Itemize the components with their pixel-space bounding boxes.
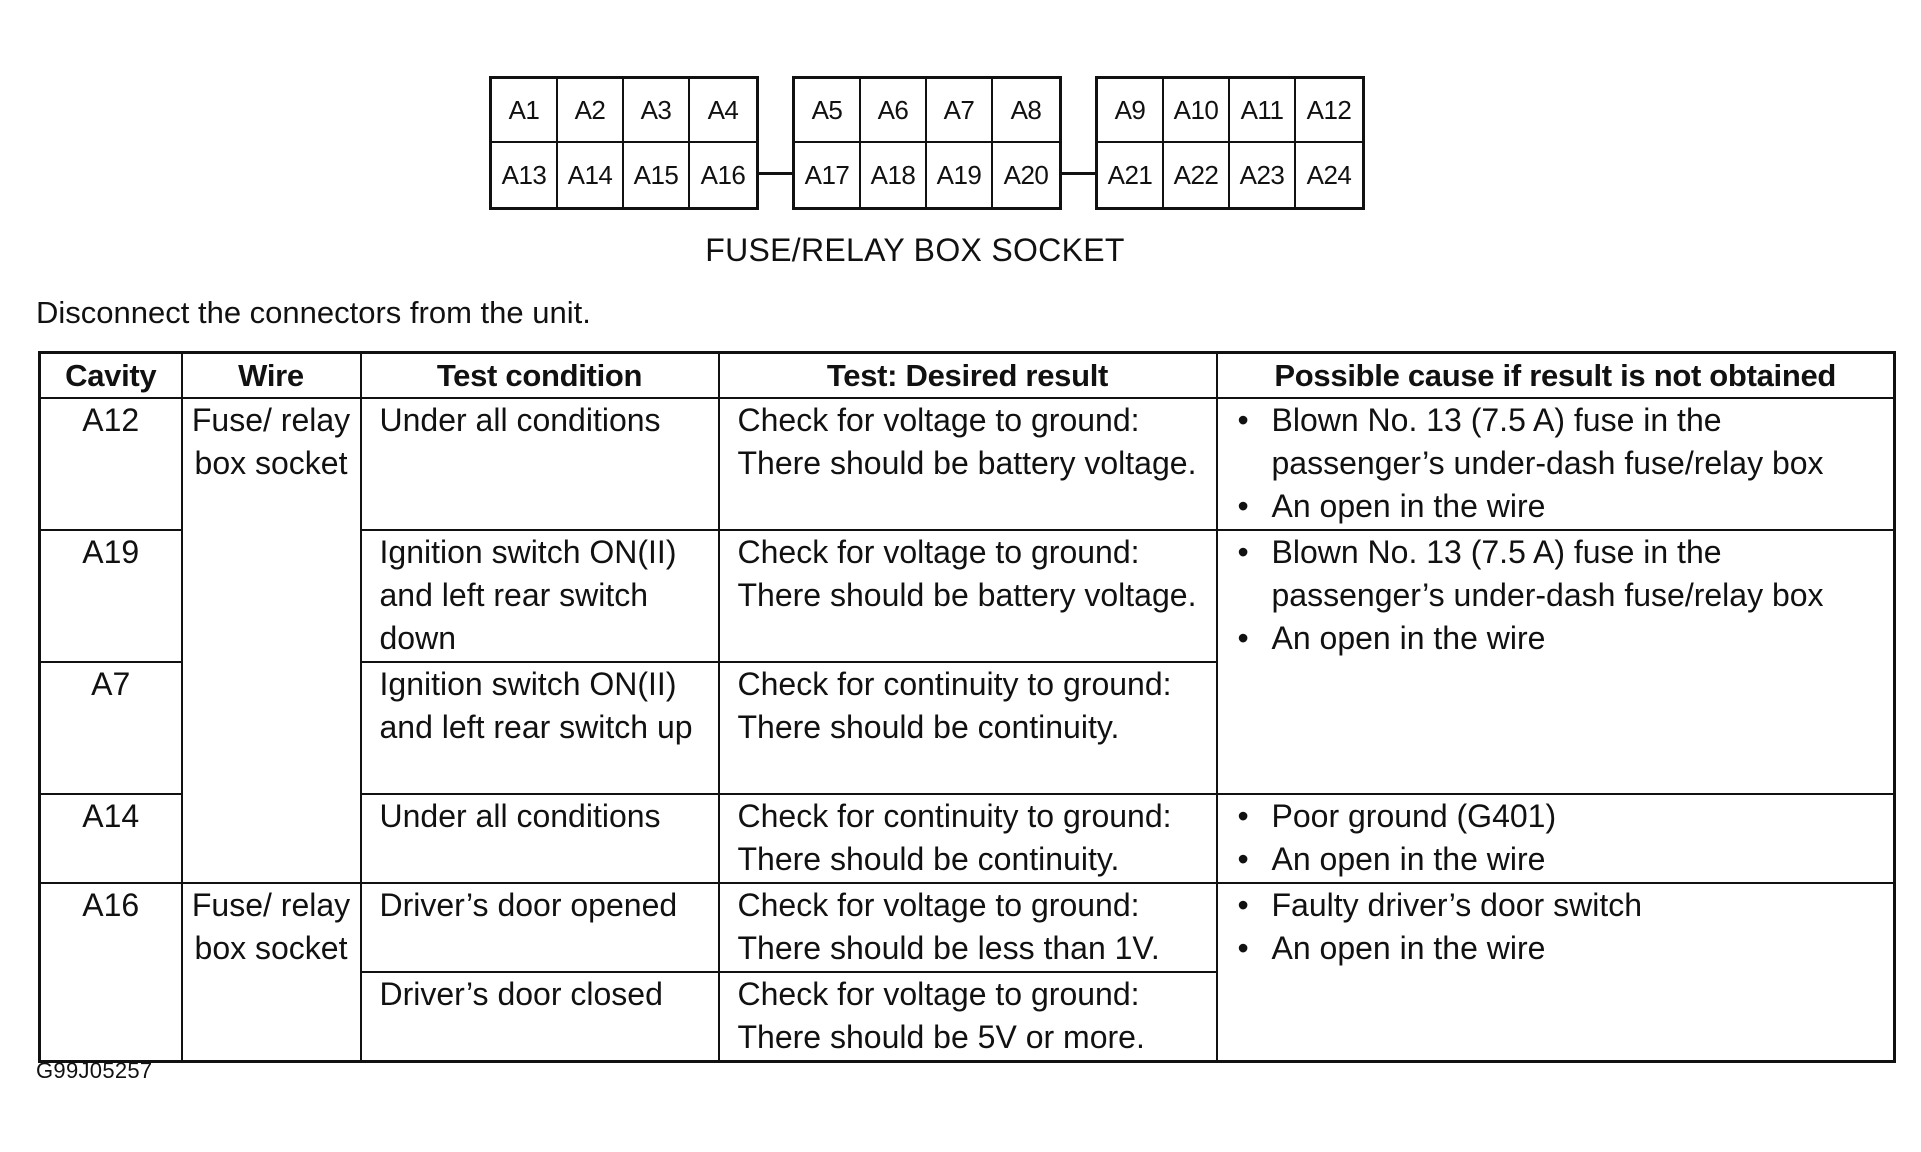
socket-caption: FUSE/RELAY BOX SOCKET [705, 232, 1125, 268]
pin-cell: A6 [861, 79, 927, 143]
pin-cell: A14 [558, 143, 624, 207]
desired-result-cell: Check for voltage to ground: There should be battery voltage. [719, 530, 1217, 662]
test-condition-cell: Ignition switch ON(II) and left rear switch down [361, 530, 719, 662]
cause-item: • Blown No. 13 (7.5 A) fuse in the passenger’s under-dash fuse/relay box [1238, 399, 1894, 485]
table-header-row [40, 353, 1895, 399]
cause-item: • An open in the wire [1238, 927, 1894, 970]
cavity-cell: A19 [40, 530, 182, 662]
wire-cell: Fuse/ relay box socket [182, 398, 361, 883]
pin-cell: A11 [1230, 79, 1296, 143]
test-condition-cell: Driver’s door closed [361, 972, 719, 1062]
connector-block-2 [792, 76, 1062, 210]
pin-cell: A2 [558, 79, 624, 143]
pin-cell: A12 [1296, 79, 1362, 143]
test-condition-cell: Ignition switch ON(II) and left rear switch up [361, 662, 719, 794]
test-condition-cell: Under all conditions [361, 794, 719, 883]
pin-cell: A21 [1098, 143, 1164, 207]
instruction-text: Disconnect the connectors from the unit. [36, 295, 591, 330]
possible-cause-cell [1217, 398, 1895, 530]
cavity-cell: A14 [40, 794, 182, 883]
cavity-cell: A7 [40, 662, 182, 794]
connector-link [759, 172, 795, 175]
connector-block-3 [1095, 76, 1365, 210]
pin-cell: A10 [1164, 79, 1230, 143]
pin-cell: A3 [624, 79, 690, 143]
pin-cell: A22 [1164, 143, 1230, 207]
header-wire: Wire [182, 353, 361, 399]
table-row [40, 398, 1895, 530]
desired-result-cell: Check for voltage to ground: There should be 5V or more. [719, 972, 1217, 1062]
pin-cell: A8 [993, 79, 1059, 143]
desired-result-cell: Check for voltage to ground: There should be less than 1V. [719, 883, 1217, 972]
wire-cell: Fuse/ relay box socket [182, 883, 361, 1062]
connector-link [1062, 172, 1098, 175]
possible-cause-cell [1217, 883, 1895, 1062]
cause-item: • An open in the wire [1238, 485, 1894, 528]
table-row [40, 883, 1895, 972]
cavity-cell: A12 [40, 398, 182, 530]
possible-cause-cell [1217, 530, 1895, 794]
pin-cell: A1 [492, 79, 558, 143]
pin-cell: A9 [1098, 79, 1164, 143]
pin-cell: A4 [690, 79, 756, 143]
header-test-condition: Test condition [361, 353, 719, 399]
desired-result-cell: Check for continuity to ground: There should be continuity. [719, 794, 1217, 883]
cause-item: • Blown No. 13 (7.5 A) fuse in the passenger’s under-dash fuse/relay box [1238, 531, 1894, 617]
cause-item: • An open in the wire [1238, 617, 1894, 660]
header-cavity: Cavity [40, 353, 182, 399]
diagnostic-table [38, 351, 1896, 1063]
pin-cell: A18 [861, 143, 927, 207]
figure-id: G99J05257 [36, 1058, 153, 1083]
cause-item: • Faulty driver’s door switch [1238, 884, 1894, 927]
pin-cell: A23 [1230, 143, 1296, 207]
pin-cell: A20 [1003, 159, 1049, 190]
pin-cell: A7 [927, 79, 993, 143]
pin-cell: A24 [1306, 159, 1352, 190]
desired-result-cell: Check for continuity to ground: There should be continuity. [719, 662, 1217, 794]
cause-item: • Poor ground (G401) [1238, 795, 1894, 838]
pin-cell: A17 [795, 143, 861, 207]
possible-cause-cell [1217, 794, 1895, 883]
header-possible-cause: Possible cause if result is not obtained [1217, 353, 1895, 399]
pin-cell: A13 [492, 143, 558, 207]
header-desired-result: Test: Desired result [719, 353, 1217, 399]
test-condition-cell: Under all conditions [361, 398, 719, 530]
cause-item: • An open in the wire [1238, 838, 1894, 881]
pin-cell: A19 [927, 143, 993, 207]
pin-cell: A15 [624, 143, 690, 207]
desired-result-cell: Check for voltage to ground: There should be battery voltage. [719, 398, 1217, 530]
pin-cell: A5 [795, 79, 861, 143]
pin-cell: A16 [700, 159, 746, 190]
cavity-cell: A16 [40, 883, 182, 1062]
test-condition-cell: Driver’s door opened [361, 883, 719, 972]
connector-block-1 [489, 76, 759, 210]
